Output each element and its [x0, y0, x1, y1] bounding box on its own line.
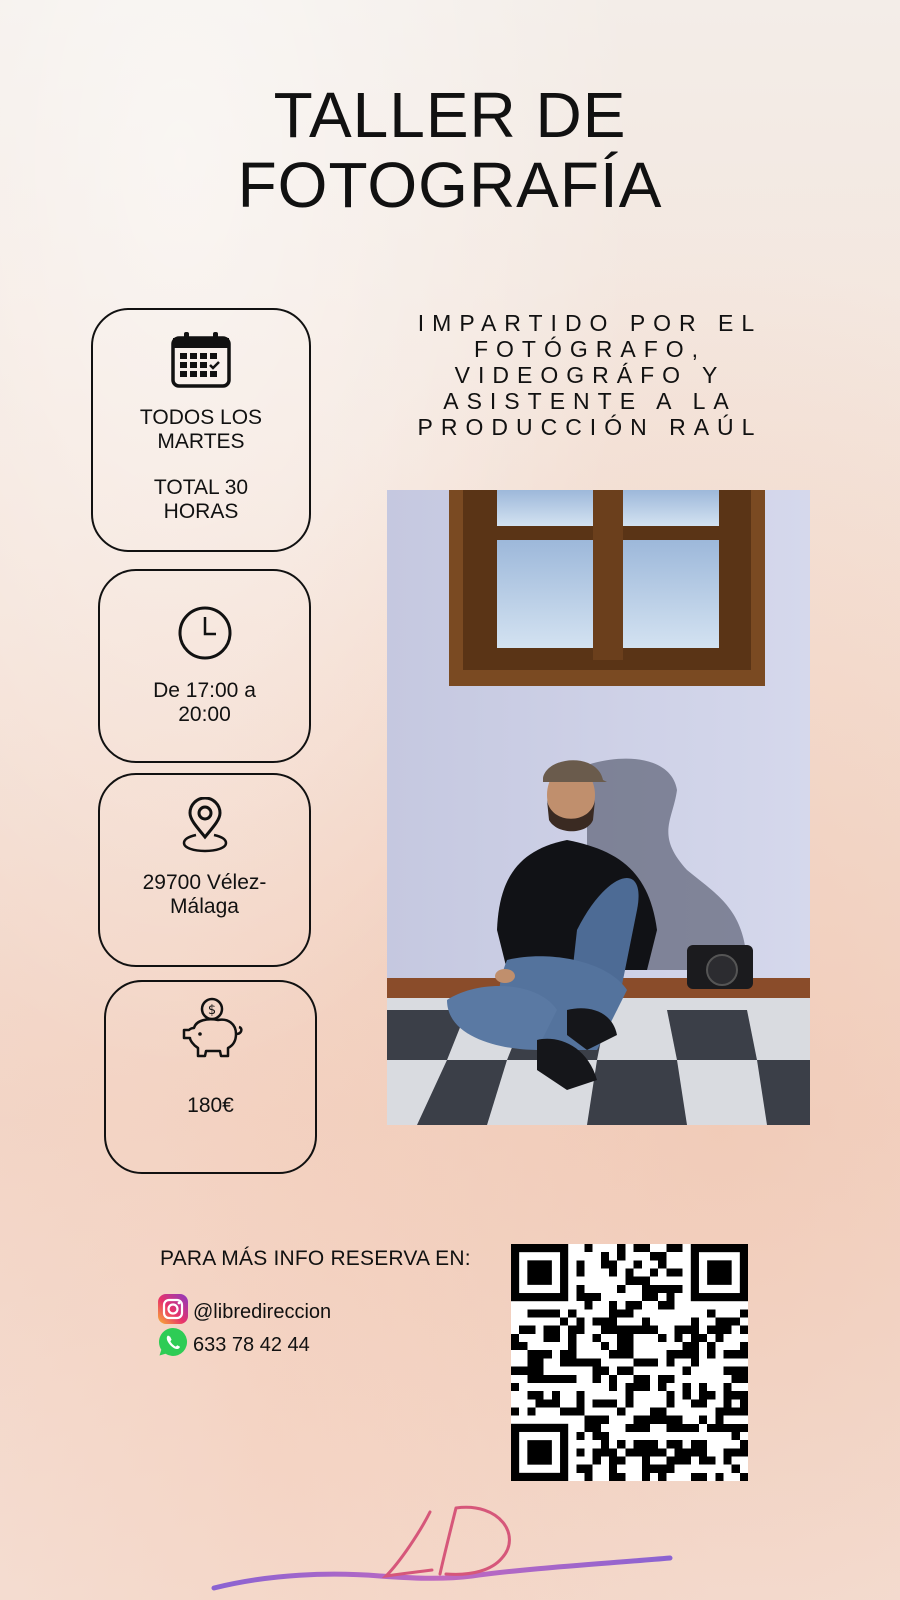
ld-signature-logo: [210, 1496, 680, 1600]
calendar-icon: [171, 330, 231, 394]
location-pin-icon: [181, 797, 229, 859]
svg-text:$: $: [207, 1003, 216, 1018]
whatsapp-contact[interactable]: [157, 1326, 310, 1364]
photographer-photo: [387, 490, 810, 1125]
whatsapp-phone: 633 78 42 44: [193, 1333, 310, 1356]
time-card: [98, 569, 311, 763]
time-line-2: 20:00: [178, 703, 231, 726]
tagline-line-3: VIDEOGRÁFO Y: [454, 362, 726, 388]
qr-code[interactable]: [511, 1244, 748, 1481]
info-heading: PARA MÁS INFO RESERVA EN:: [160, 1247, 471, 1270]
schedule-days-line-1: TODOS LOS: [139, 406, 263, 429]
qr-finder-pattern: [511, 1244, 568, 1301]
page-title: [0, 80, 900, 220]
title-line-2: FOTOGRAFÍA: [237, 149, 663, 221]
schedule-hours-line-1: TOTAL 30: [153, 476, 249, 499]
schedule-days-line-2: MARTES: [157, 430, 245, 453]
qr-finder-pattern: [511, 1424, 568, 1481]
instructor-tagline: [380, 310, 800, 440]
piggy-bank-icon: [176, 996, 246, 1068]
tagline-line-4: ASISTENTE A LA: [443, 388, 737, 414]
instagram-handle: @libredireccion: [193, 1300, 332, 1323]
location-card: [98, 773, 311, 967]
whatsapp-icon: [157, 1326, 189, 1364]
clock-icon: [177, 605, 233, 667]
tagline-line-1: IMPARTIDO POR EL: [417, 310, 763, 336]
time-line-1: De 17:00 a: [153, 679, 256, 702]
tagline-line-5: PRODUCCIÓN RAÚL: [417, 414, 763, 440]
title-line-1: TALLER DE: [273, 79, 627, 151]
price-value: 180€: [187, 1094, 234, 1117]
schedule-card: [91, 308, 311, 552]
location-line-2: Málaga: [170, 895, 239, 918]
price-card: [104, 980, 317, 1174]
schedule-hours-line-2: HORAS: [163, 500, 239, 523]
qr-finder-pattern: [691, 1244, 748, 1301]
location-line-1: 29700 Vélez-: [142, 871, 267, 894]
tagline-line-2: FOTÓGRAFO,: [473, 336, 707, 362]
